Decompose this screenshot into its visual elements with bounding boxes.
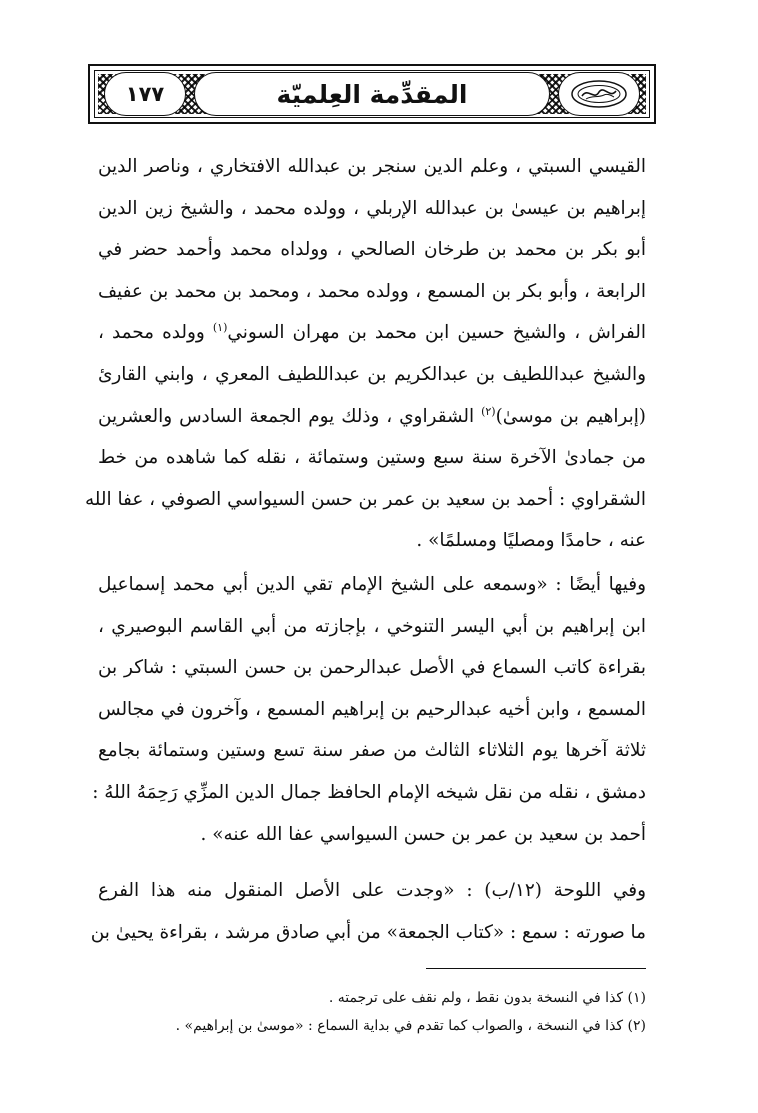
text-line: من جمادىٰ الآخرة سنة سبع وستين وستمائة ، نقله كما شاهده من خط: [98, 447, 646, 469]
page-title: المقدِّمة العِلميّة: [276, 79, 468, 109]
text-line: أحمد بن سعيد بن عمر بن حسن السيواسي عفا الله عنه» .: [200, 823, 646, 845]
text-line: [98, 312, 646, 354]
page-number: ١٧٧: [104, 72, 186, 116]
footnote-ref-1: (١): [212, 321, 228, 335]
line-text-tail: وولده محمد ،: [98, 322, 205, 344]
text-line: المسمع ، وابن أخيه عبدالرحيم بن إبراهيم المسمع ، وآخرون في مجالس: [98, 698, 646, 720]
text-line: عنه ، حامدًا ومصليًا ومسلمًا» .: [416, 530, 646, 552]
text-line: بقراءة كاتب السماع في الأصل عبدالرحمن بن حسن السبتي : شاكر بن: [98, 657, 646, 679]
paragraph-2: [92, 564, 646, 855]
text-line: ابن إبراهيم بن أبي اليسر التنوخي ، بإجازته من أبي القاسم البوصيري ،: [98, 615, 646, 637]
footnote-2: (٢) كذا في النسخة ، والصواب كما تقدم في بداية السماع : «موسىٰ بن إبراهيم» .: [175, 1018, 646, 1034]
footnote-divider: [426, 968, 646, 969]
line-text: الفراش ، والشيخ حسين ابن محمد بن مهران السوني: [227, 322, 646, 344]
footnote-ref-2: (٢): [481, 404, 496, 418]
text-line: دمشق ، نقله من نقل شيخه الإمام الحافظ جمال الدين المزِّي رَحِمَهُ اللهُ :: [92, 781, 646, 803]
text-line: وفي اللوحة (١٢/ب) : «وجدت على الأصل المنقول منه هذا الفرع: [98, 880, 646, 901]
text-line: أبو بكر بن محمد بن طرخان الصالحي ، وولداه محمد وأحمد حضر في: [98, 239, 646, 261]
paragraph-1: [84, 146, 646, 562]
text-line: الشقراوي : أحمد بن سعيد بن عمر بن حسن السيواسي الصوفي ، عفا الله: [84, 488, 646, 510]
page-header: [88, 64, 656, 124]
line-text: (إبراهيم بن موسىٰ): [495, 405, 646, 427]
text-line: القيسي السبتي ، وعلم الدين سنجر بن عبدالله الافتخاري ، وناصر الدين: [98, 156, 646, 177]
text-line: [98, 396, 646, 438]
footnote-1: (١) كذا في النسخة بدون نقط ، ولم نقف على ترجمته .: [328, 990, 646, 1006]
text-line: إبراهيم بن عيسىٰ بن عبدالله الإربلي ، وولده محمد ، والشيخ زين الدين: [98, 197, 646, 219]
publisher-emblem-icon: [558, 72, 640, 116]
text-line: وفيها أيضًا : «وسمعه على الشيخ الإمام تقي الدين أبي محمد إسماعيل: [98, 574, 646, 595]
header-title-plate: [194, 72, 550, 116]
text-line: والشيخ عبداللطيف بن عبدالكريم بن عبداللطيف المعري ، وابني القارئ: [98, 363, 646, 385]
paragraph-3: [90, 870, 646, 953]
line-text-tail: الشقراوي ، وذلك يوم الجمعة السادس والعشرين: [98, 405, 475, 427]
text-line: الرابعة ، وأبو بكر بن المسمع ، وولده محمد ، ومحمد بن محمد بن عفيف: [98, 280, 646, 302]
text-line: ثلاثة آخرها يوم الثلاثاء الثالث من صفر سنة تسع وستين وستمائة بجامع: [98, 740, 646, 762]
text-line: ما صورته : سمع : «كتاب الجمعة» من أبي صادق مرشد ، بقراءة يحيىٰ بن: [90, 921, 646, 943]
